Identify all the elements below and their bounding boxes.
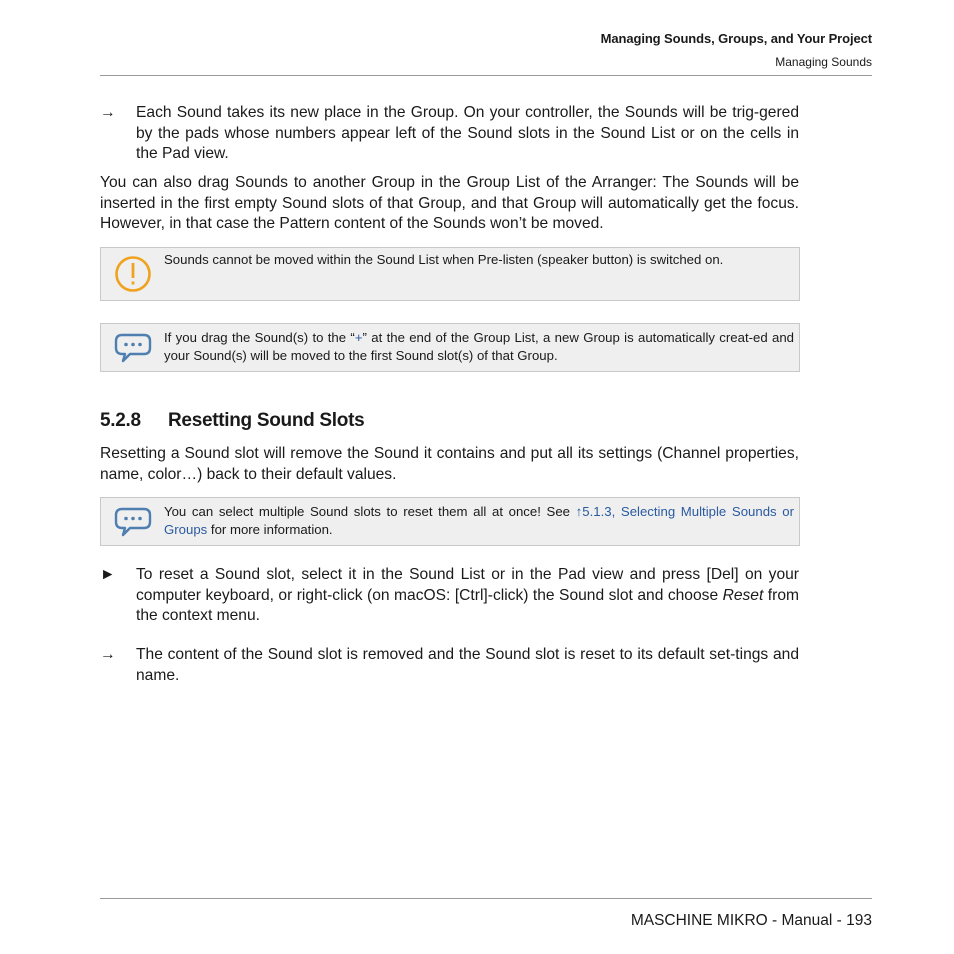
speech-bubble-icon — [113, 330, 153, 371]
result-text: Each Sound takes its new place in the Group. On your controller, the Sounds will be trig-gered by the pads whose numbers appear left of the Sound slots in the Sound List or on the cells in the Pad view. — [136, 104, 799, 162]
speech-bubble-icon — [113, 504, 153, 545]
warning-text: Sounds cannot be moved within the Sound List when Pre-listen (speaker button) is switched on. — [164, 252, 724, 267]
tip-box — [100, 323, 800, 372]
arrow-icon: → — [100, 646, 116, 663]
page-footer: MASCHINE MIKRO - Manual - 193 — [630, 912, 872, 929]
result-item — [100, 103, 799, 165]
instruction-item — [100, 565, 799, 627]
tip-box — [100, 497, 800, 546]
section-number: 5.2.8 — [100, 410, 141, 431]
cross-reference-link[interactable]: ↑5.1.3, Selecting Multiple Sounds or Groups — [164, 504, 795, 537]
section-heading — [100, 410, 364, 432]
result-text: The content of the Sound slot is removed and the Sound slot is reset to its default set-tings and name. — [136, 646, 799, 684]
result-item — [100, 645, 799, 686]
instruction-text-part: To reset a Sound slot, select it in the Sound List or in the Pad view and press [Del] on your computer keyboard, or right-click (on macOS: [Ctrl]-click) the Sound slot and choose — [136, 566, 799, 604]
section-title: Resetting Sound Slots — [168, 410, 365, 431]
tip-text-part: You can select multiple Sound slots to reset them all at once! See — [164, 504, 576, 519]
menu-item-reference: Reset — [722, 586, 764, 604]
tip-text-part: ” at the end of the Group List, a new Group is automatically creat-ed and your Sound(s) will be moved to the first Sound slot(s) of that Group. — [164, 330, 795, 363]
warning-box — [100, 247, 800, 301]
triangle-bullet-icon: ► — [100, 566, 116, 583]
arrow-icon: → — [100, 104, 116, 121]
instruction-text-part: from the context menu. — [136, 586, 799, 624]
tip-text-part: for more information. — [207, 522, 333, 537]
footer-rule — [100, 898, 872, 899]
tip-text — [164, 503, 794, 539]
body-paragraph: Resetting a Sound slot will remove the Sound it contains and put all its settings (Channel properties, name, color…) back to their default values. — [100, 445, 799, 483]
header-rule — [100, 75, 872, 76]
body-paragraph: You can also drag Sounds to another Group in the Group List of the Arranger: The Sounds will be inserted in the first empty Sound slots of that Group, and that Group will automatically get the focus. However, in that case the Pattern content of the Sounds won’t be moved. — [100, 174, 799, 232]
tip-text-part: If you drag the Sound(s) to the “ — [164, 330, 355, 345]
exclamation-icon — [113, 254, 153, 299]
instruction-text — [136, 565, 799, 627]
plus-symbol: + — [354, 330, 363, 345]
running-header-subtitle: Managing Sounds — [775, 55, 872, 69]
tip-text — [164, 329, 794, 365]
running-header-title: Managing Sounds, Groups, and Your Project — [600, 31, 872, 46]
